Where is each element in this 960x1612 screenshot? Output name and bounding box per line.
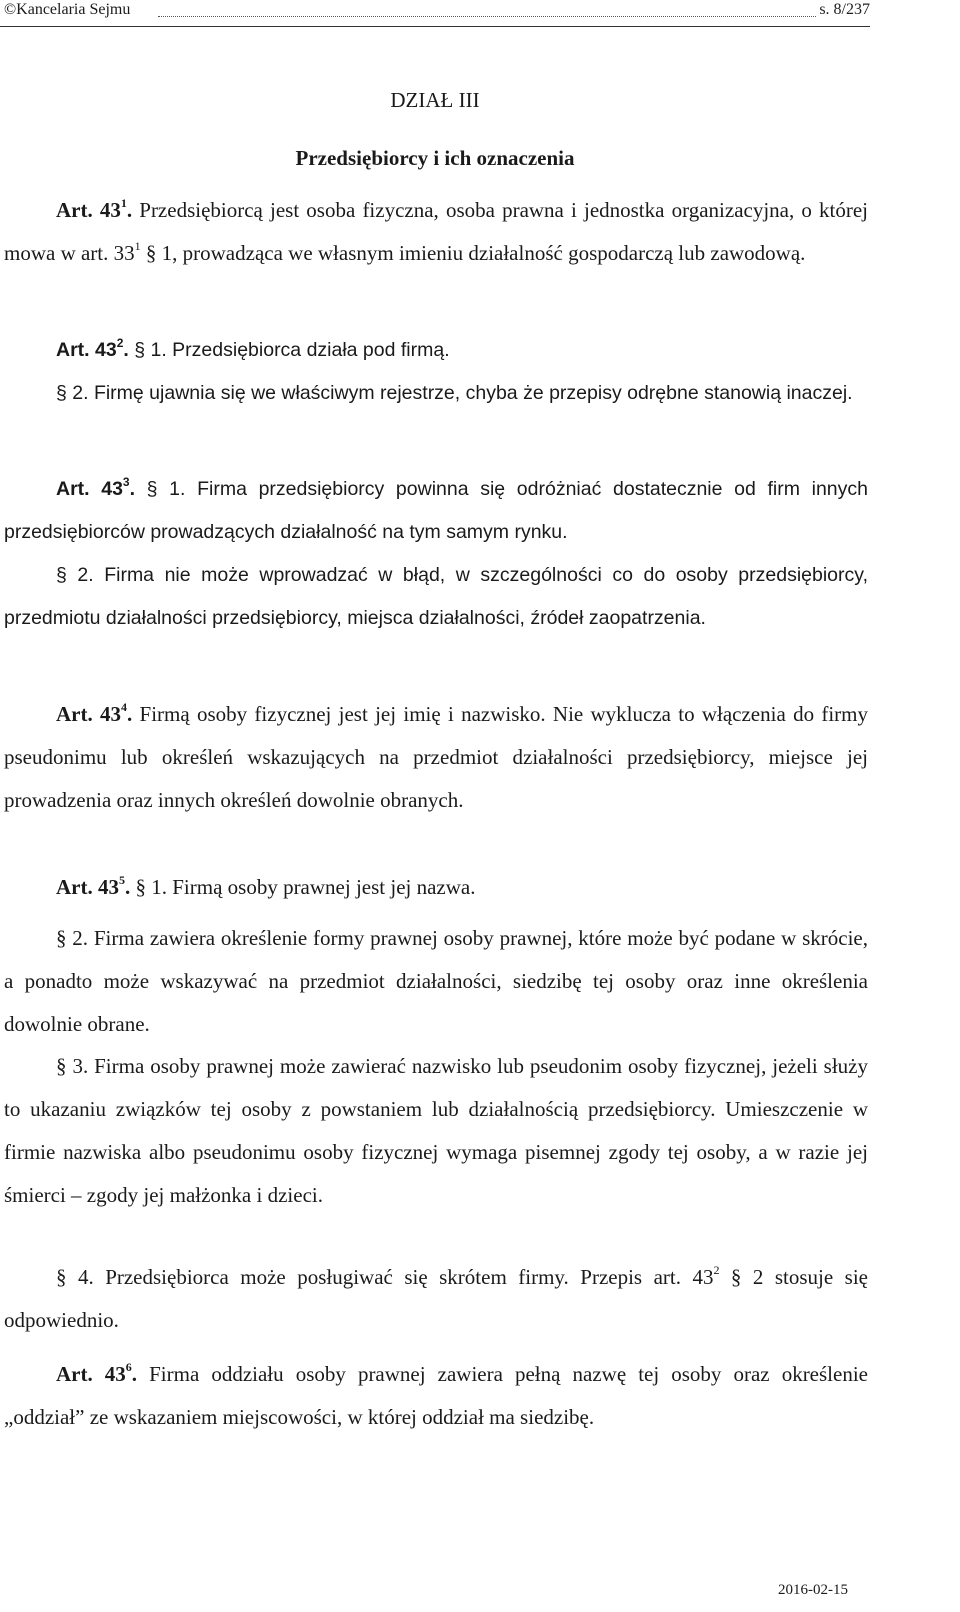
article-43-3 [4,468,868,554]
page-header [0,0,870,27]
article-43-5 [4,866,868,909]
article-label: Art. $43^2$. [56,335,129,361]
header-dotted-leader [158,16,816,17]
article-text: Firma oddziału osoby prawnej zawiera pełną nazwę tej osoby oraz określenie „oddział” ze wskazaniem miejscowości, w której oddział ma siedzibę. [4,1362,868,1429]
article-label: Art. $43^1$. [56,196,133,222]
article-43-3-paragraph-2: § 2. Firma nie może wprowadzać w błąd, w szczególności co do osoby przedsiębiorcy, przedmiotu działalności przedsiębiorcy, miejsca działalności, źródeł zaopatrzenia. [4,564,868,629]
section-heading: DZIAŁ III [390,88,480,112]
article-43-5-paragraph-4: § 4. Przedsiębiorca może posługiwać się skrótem firmy. Przepis art. $43^2$ § 2 stosuje się odpowiednio. [4,1263,868,1332]
article-text: Przedsiębiorcą jest osoba fizyczna, osoba prawna i jednostka organizacyjna, o której mowa w art. 33 [4,198,869,265]
paragraph-1: § 1. Firma przedsiębiorcy powinna się odróżniać dostatecznie od firm innych przedsiębiorców prowadzących działalność na tym samym rynku. [4,478,868,543]
reference-superscript: 2 [713,1263,720,1277]
section-title: Przedsiębiorcy i ich oznaczenia [295,146,575,170]
article-43-2-paragraph-2: § 2. Firmę ujawnia się we właściwym rejestrze, chyba że przepisy odrębne stanowią inaczej. [56,382,853,404]
paragraph-1: § 1. Firmą osoby prawnej jest jej nazwa. [130,875,476,899]
article-43-5-paragraph-2: § 2. Firma zawiera określenie formy prawnej osoby prawnej, które może być podane w skrócie, a ponadto może wskazywać na przedmiot działalności, siedzibę tej osoby oraz inne określenia dowolnie obrane. [4,926,868,1036]
reference-superscript: 1 [134,239,141,253]
paragraph-1: § 1. Przedsiębiorca działa pod firmą. [128,339,450,361]
article-43-1 [4,189,868,275]
article-43-2 [4,329,868,372]
article-label: Art. $43^6$. [56,1360,138,1386]
article-text: Firmą osoby fizycznej jest jej imię i nazwisko. Nie wyklucza to włączenia do firmy pseudonimu lub określeń wskazujących na przedmiot działalności przedsiębiorcy, miejsce jej prowadzenia oraz innych określeń dowolnie obranych. [4,702,868,812]
document-date: 2016-02-15 [778,1582,848,1598]
publisher-label: ©Kancelaria Sejmu [4,1,131,18]
article-label: Art. $43^3$. [56,474,136,500]
article-43-6 [4,1353,868,1439]
article-43-5-paragraph-3: § 3. Firma osoby prawnej może zawierać nazwisko lub pseudonim osoby fizycznej, jeżeli służy to ukazaniu związków tej osoby z powstaniem lub działalnością przedsiębiorcy. Umieszczenie w firmie nazwiska albo pseudonimu osoby fizycznej wymaga pisemnej zgody tej osoby, a w razie jej śmierci – zgody jej małżonka i dzieci. [4,1054,868,1207]
article-label: Art. $43^4$. [56,700,133,726]
article-43-4 [4,693,868,822]
article-label: Art. $43^5$. [56,873,131,899]
article-text-cont: § 1, prowadząca we własnym imieniu działalność gospodarczą lub zawodową. [140,241,806,265]
page-number: s. 8/237 [819,1,870,18]
